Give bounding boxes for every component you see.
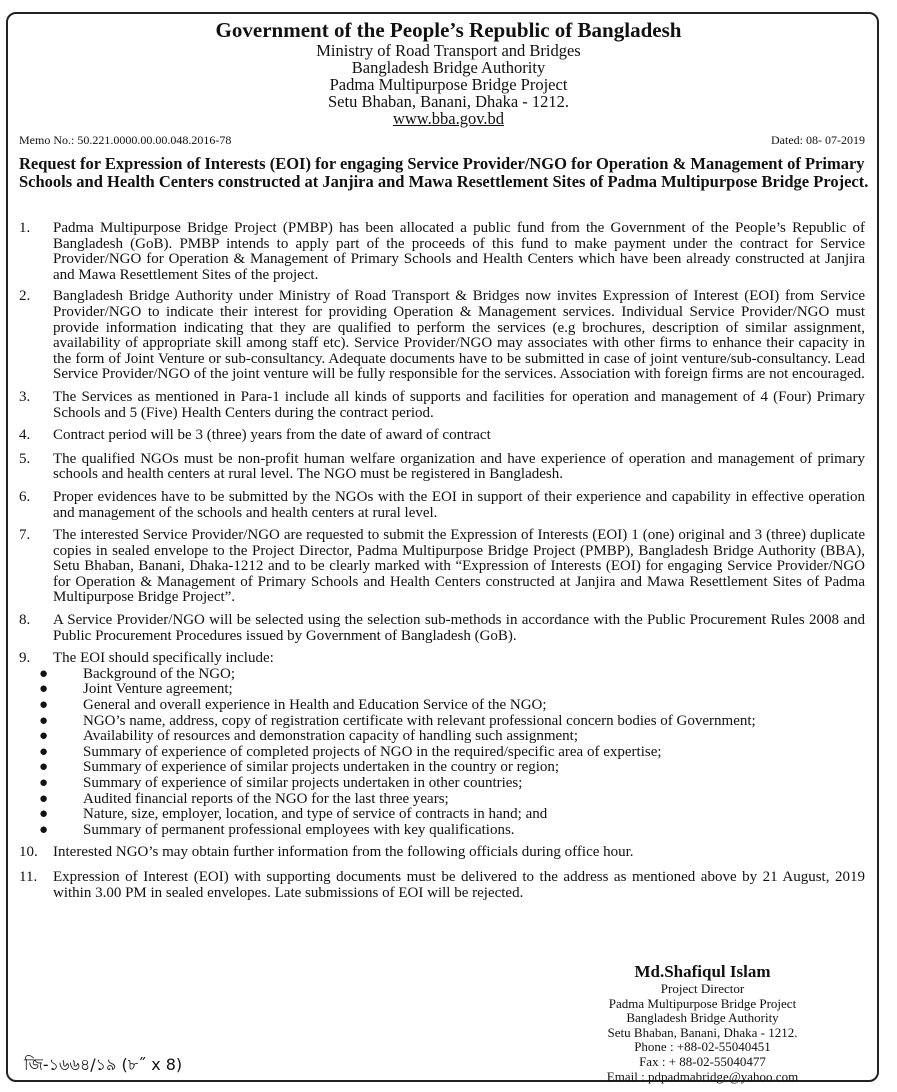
bullet-item (19, 760, 865, 776)
bullet-icon: ● (39, 728, 49, 745)
list-item (19, 490, 865, 521)
signatory-authority: Bangladesh Bridge Authority (626, 1010, 779, 1026)
signatory-name: Md.Shafiqul Islam (634, 962, 771, 981)
item-text: Interested NGO’s may obtain further information from the following officials during office hour. (53, 844, 634, 861)
bullet-text: Joint Venture agreement; (83, 681, 233, 698)
item-number: 5. (19, 450, 31, 467)
project-name: Padma Multipurpose Bridge Project (329, 75, 568, 94)
office-address: Setu Bhaban, Banani, Dhaka - 1212. (327, 92, 570, 111)
bullet-icon: ● (39, 697, 49, 714)
bullet-icon: ● (39, 665, 49, 682)
bullet-icon: ● (39, 681, 49, 698)
item-text: Padma Multipurpose Bridge Project (PMBP) has been allocated a public fund from the Government of the People’s Republic of Bangladesh (GoB). PMBP intends to apply part of the proceeds of this fund to make payment under the contract for Service Provider/NGO for Operation & Management of Primary Schools and Health Centers which have been already constructed at Janjira and Mawa Resettlement Sites of the project. (53, 220, 865, 283)
item-number: 3. (19, 388, 31, 405)
phone-number: Phone : +88-02-55040451 (634, 1039, 771, 1055)
bullet-text: Summary of permanent professional employees with key qualifications. (83, 821, 515, 838)
bullet-item (19, 682, 865, 698)
publication-code: জি-১৬৬৪/১৯ (৮˝ x 8) (24, 1055, 183, 1074)
notice-body (19, 221, 865, 901)
signatory-project: Padma Multipurpose Bridge Project (608, 995, 797, 1011)
list-item (19, 651, 865, 667)
list-item (19, 870, 865, 901)
email-address[interactable]: Email : pdpadmabridge@yahoo.com (606, 1068, 799, 1084)
bullet-icon: ● (39, 775, 49, 791)
item-text: A Service Provider/NGO will be selected using the selection sub-methods in accordance with the Public Procurement Rules 2008 and Public Procurement Procedures issued by Government of Bangladesh (GoB). (53, 612, 865, 644)
list-item (19, 452, 865, 483)
signatory-designation: Project Director (660, 981, 745, 996)
government-title: Government of the People’s Republic of Bangladesh (215, 18, 682, 42)
bullet-item (19, 714, 865, 730)
item-number: 2. (19, 288, 31, 305)
item-number: 9. (19, 650, 31, 667)
list-item (19, 221, 865, 283)
memo-number: Memo No.: 50.221.0000.00.00.048.2016-78 (19, 133, 232, 147)
bullet-item (19, 729, 865, 745)
eoi-requirements-list (19, 667, 865, 839)
item-number: 10. (19, 844, 38, 861)
bullet-icon: ● (39, 743, 49, 760)
memo-row (19, 133, 865, 148)
bullet-text: Summary of experience of similar projects undertaken in other countries; (83, 775, 523, 791)
bullet-text: Summary of experience of similar projects undertaken in the country or region; (83, 759, 560, 776)
item-text: The EOI should specifically include: (53, 650, 274, 667)
item-text: Proper evidences have to be submitted by the NGOs with the EOI in support of their experience and capability in effective operation and management of the schools and health centers at rural level. (53, 488, 865, 521)
bullet-item (19, 807, 865, 823)
bullet-icon: ● (39, 712, 49, 729)
bullet-text: Availability of resources and demonstration capacity of handling such assignment; (83, 728, 579, 745)
list-item (19, 613, 865, 644)
notice-subject: Request for Expression of Interests (EOI) for engaging Service Provider/NGO for Operation & Management of Primary Schools and Health Centers constructed at Janjira and Mawa Resettlement Sites of Padma Multipurpose Bridge Project. (19, 154, 869, 191)
website-link[interactable]: www.bba.gov.bd (392, 109, 505, 128)
item-text: The interested Service Provider/NGO are requested to submit the Expression of Interests (EOI) 1 (one) original and 3 (three) duplicate copies in sealed envelope to the Project Director, Padma Multipurpose Bridge Project (PMBP), Bangladesh Bridge Authority (BBA), Setu Bhaban, Banani, Dhaka-1212 and to be clearly marked with “Expression of Interests (EOI) for engaging Service Provider/NGO for Operation & Management of Primary Schools and Health Centers constructed at Janjira and Mawa Resettlement Sites of Padma Multipurpose Bridge Project”. (53, 527, 865, 606)
item-text: Bangladesh Bridge Authority under Ministry of Road Transport & Bridges now invites Expression of Interest (EOI) from Service Provider/NGO to indicate their interest for providing Operation & Management services. Individual Service Provider/NGO must provide information indicating that they are qualified to perform the services (e.g brochures, description of similar assignment, availability of appropriate skill among staff etc). Service Provider/NGO may associates with other firms to enhance their capacity in the form of Joint Venture or sub-consultancy. Adequate documents have to be submitted in case of joint venture/sub-consultancy. Lead Service Provider/NGO of the joint venture will be fully responsible for the services. Association with foreign firms are not encouraged. (53, 288, 865, 383)
list-item (19, 289, 865, 383)
bullet-item (19, 698, 865, 714)
item-number: 1. (19, 220, 31, 236)
bullet-icon: ● (39, 759, 49, 776)
bullet-text: Nature, size, employer, location, and type of service of contracts in hand; and (83, 806, 548, 823)
item-number: 6. (19, 488, 31, 505)
bullet-item (19, 823, 865, 839)
list-item (19, 528, 865, 606)
item-number: 4. (19, 427, 31, 444)
bullet-text: Background of the NGO; (83, 665, 236, 682)
memo-date: Dated: 08- 07-2019 (771, 133, 865, 147)
bullet-text: NGO’s name, address, copy of registration certificate with relevant professional concern bodies of Government; (83, 712, 756, 729)
bullet-item (19, 667, 865, 683)
authority-name: Bangladesh Bridge Authority (351, 58, 546, 77)
bullet-icon: ● (39, 806, 49, 823)
list-item (19, 845, 865, 861)
bullet-item (19, 792, 865, 808)
item-number: 7. (19, 527, 31, 544)
list-item (19, 428, 865, 444)
bullet-icon: ● (39, 821, 49, 838)
letterhead (0, 18, 897, 128)
bullet-icon: ● (39, 790, 49, 807)
bullet-item (19, 745, 865, 761)
signature-block (560, 962, 845, 1084)
list-item (19, 390, 865, 421)
bullet-text: Summary of experience of completed projects of NGO in the required/specific area of expertise; (83, 743, 662, 760)
item-text: The qualified NGOs must be non-profit human welfare organization and have experience of operation and management of primary schools and health centers at rural level. The NGO must be registered in Bangladesh. (53, 450, 865, 483)
item-text: Expression of Interest (EOI) with supporting documents must be delivered to the address as mentioned above by 21 August, 2019 within 3.00 PM in sealed envelopes. Late submissions of EOI will be rejected. (53, 868, 865, 901)
signatory-address: Setu Bhaban, Banani, Dhaka - 1212. (607, 1024, 798, 1040)
item-text: Contract period will be 3 (three) years from the date of award of contract (53, 427, 491, 444)
item-text: The Services as mentioned in Para-1 include all kinds of supports and facilities for operation and management of 4 (Four) Primary Schools and 5 (Five) Health Centers during the contract period. (53, 388, 865, 421)
bullet-item (19, 776, 865, 792)
item-number: 11. (19, 868, 38, 885)
bullet-text: General and overall experience in Health and Education Service of the NGO; (83, 697, 547, 714)
bullet-text: Audited financial reports of the NGO for the last three years; (83, 790, 449, 807)
ministry-name: Ministry of Road Transport and Bridges (316, 41, 581, 60)
fax-number: Fax : + 88-02-55040477 (639, 1053, 766, 1069)
item-number: 8. (19, 612, 31, 629)
